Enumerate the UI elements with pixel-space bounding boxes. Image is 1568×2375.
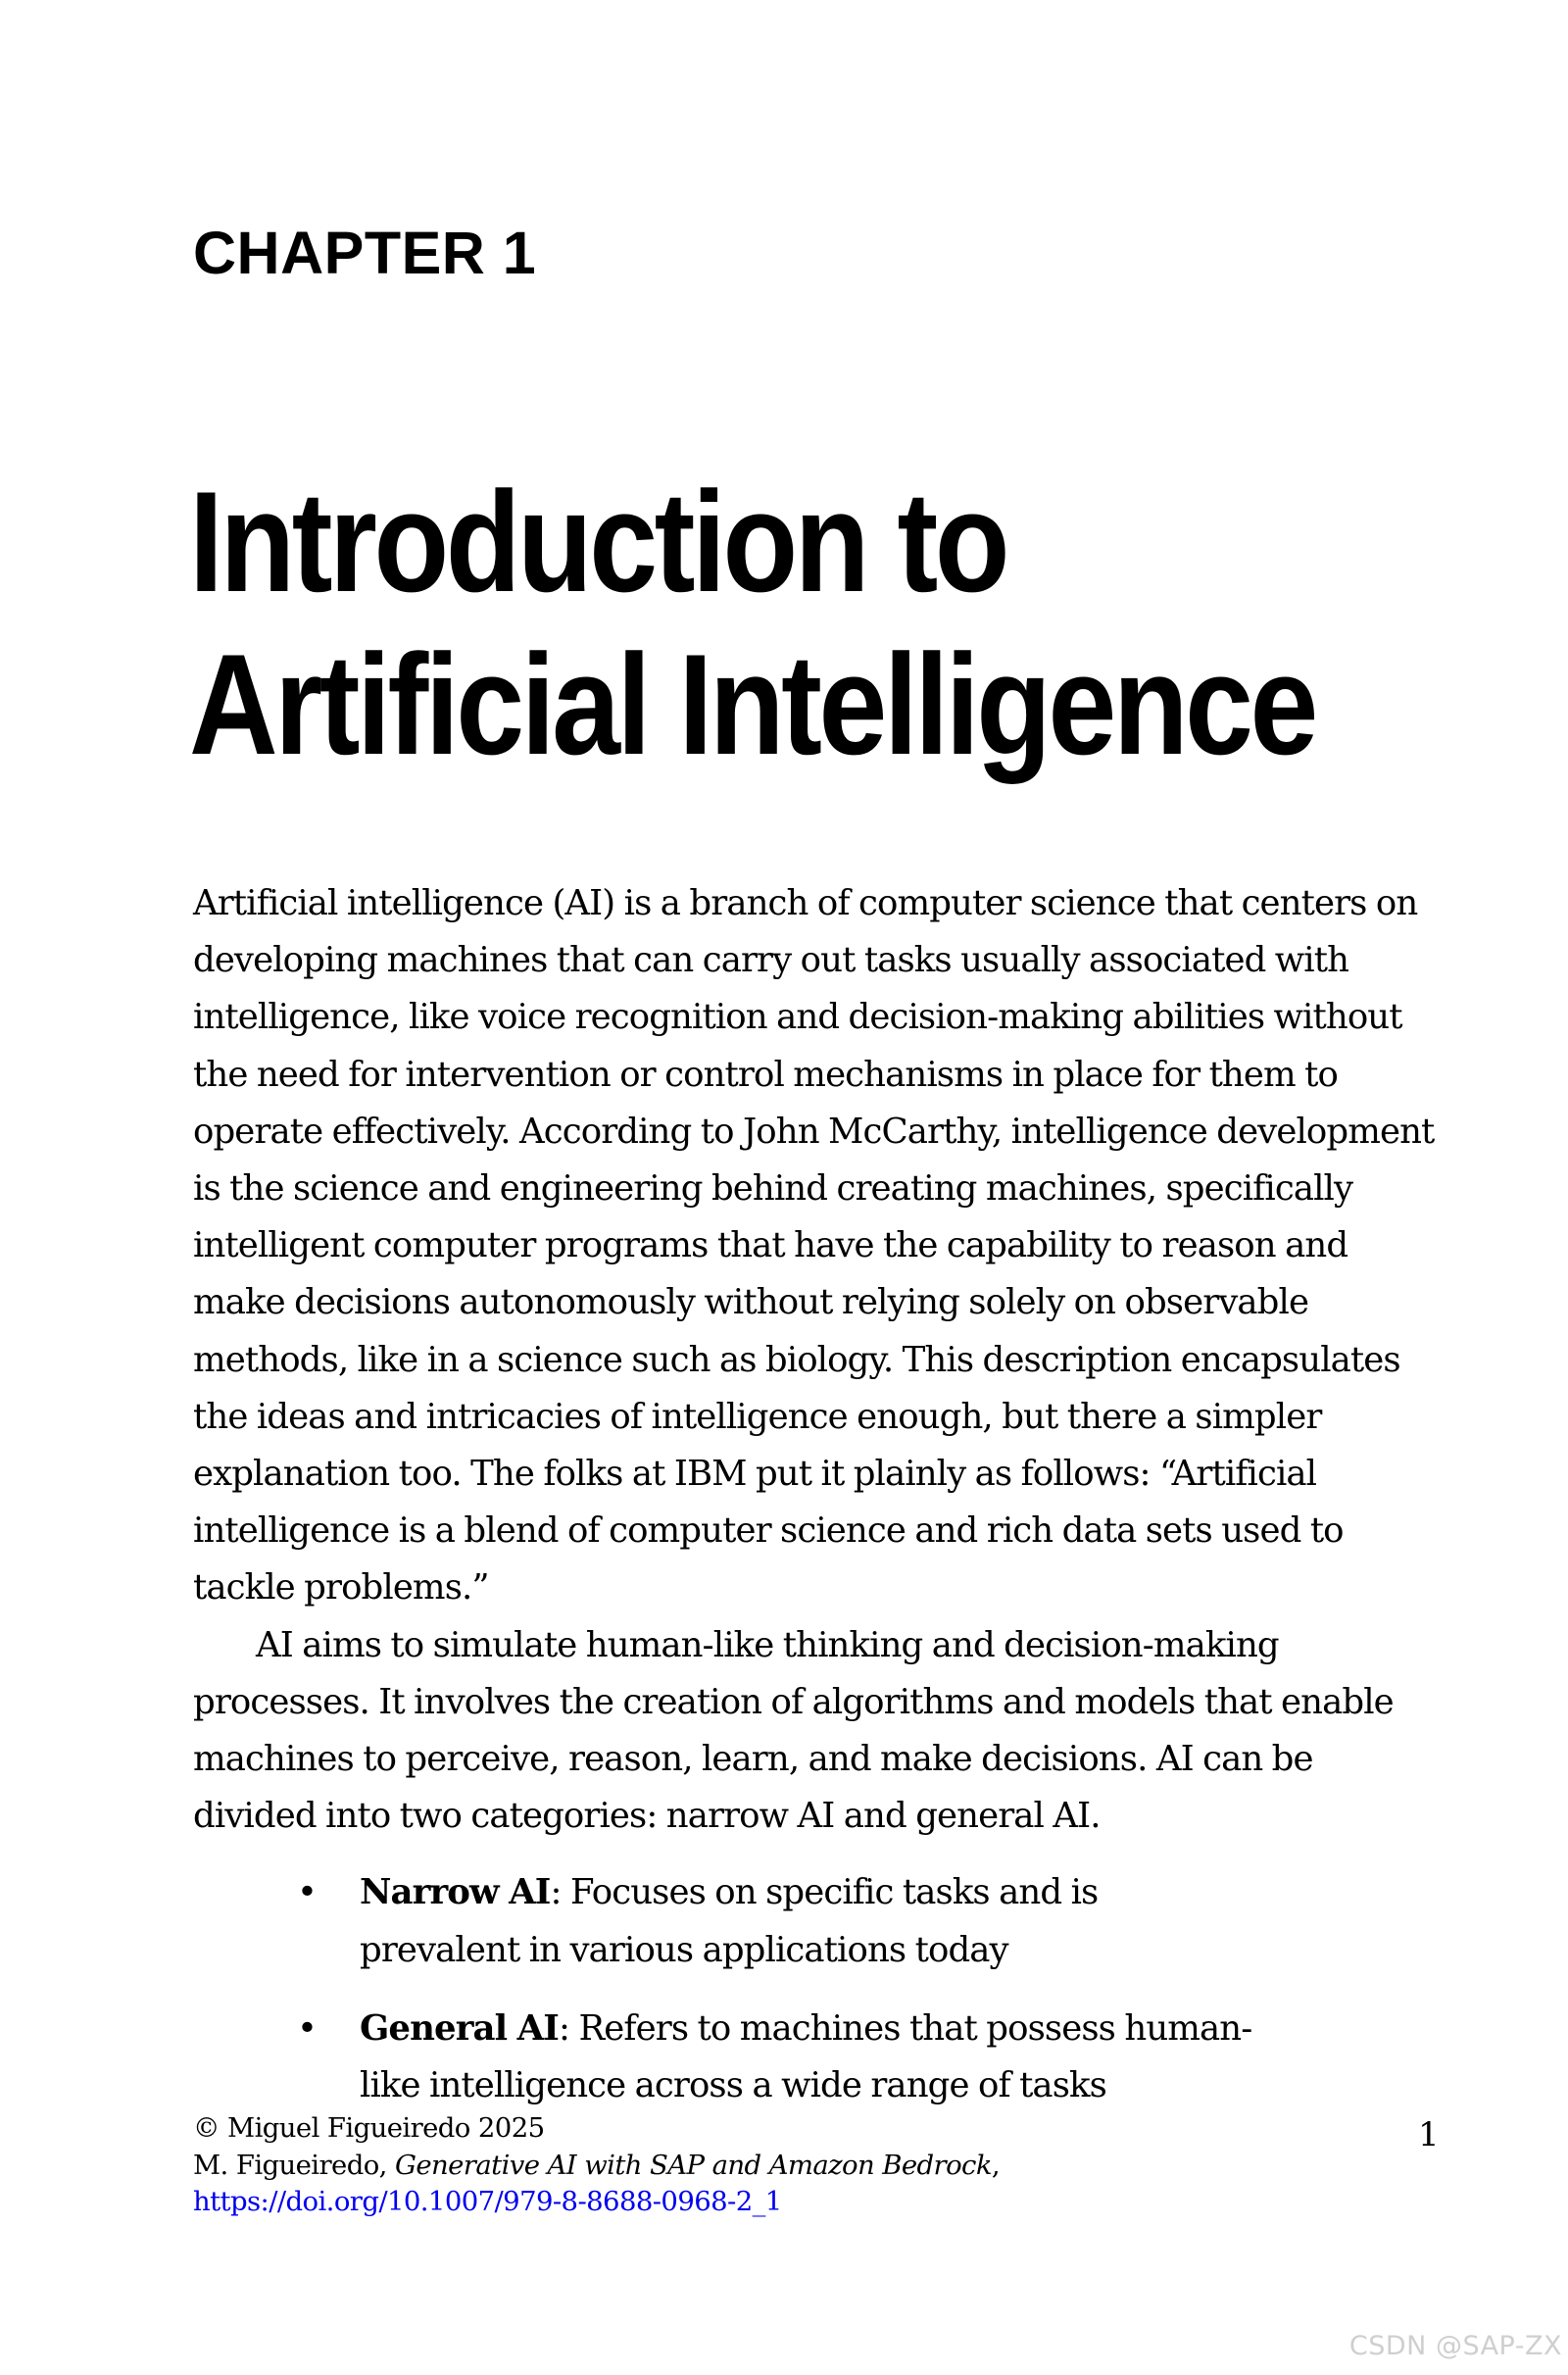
bullet-item-general-ai — [193, 2001, 1261, 2114]
citation-title: Generative AI with SAP and Amazon Bedrock — [394, 2149, 992, 2181]
watermark: CSDN @SAP-ZX — [1348, 2331, 1562, 2361]
bullet-text: : Focuses on specific tasks and is prevalent in various applications today — [360, 1872, 1099, 1970]
chapter-label: CHAPTER 1 — [193, 220, 537, 286]
citation — [193, 2148, 1271, 2185]
page-number: 1 — [1418, 2115, 1440, 2154]
footer — [193, 2110, 1271, 2221]
paragraph-2: AI aims to simulate human-like thinking and decision-making processes. It involves the creation of algorithms and models that enable machines to perceive, reason, learn, and make decisions. AI can be divided into two categories: narrow AI and general AI. — [193, 1624, 1394, 1837]
chapter-title-line-2: Artificial Intelligence — [189, 624, 1315, 784]
bullet-text: : Refers to machines that possess human-like intelligence across a wide range of tasks — [360, 2007, 1252, 2106]
bullet-icon: • — [297, 1872, 318, 1913]
bullet-term: General AI — [360, 2007, 560, 2049]
copyright: © Miguel Figueiredo 2025 — [193, 2112, 545, 2144]
bullet-item-narrow-ai — [193, 1864, 1261, 1978]
bullet-term: Narrow AI — [360, 1872, 551, 1913]
bullet-list — [193, 1864, 1443, 2114]
chapter-title — [189, 461, 1315, 786]
bullet-icon: • — [297, 2007, 318, 2049]
body-text — [193, 875, 1443, 2136]
citation-author: M. Figueiredo, — [193, 2149, 395, 2181]
citation-suffix: , — [991, 2149, 1001, 2181]
chapter-title-line-1: Introduction to — [189, 462, 1007, 621]
paragraph-1: Artificial intelligence (AI) is a branch of computer science that centers on developing machines that can carry out tasks usually associated with intelligence, like voice recognition and decision-making abilities without the need for intervention or control mechanisms in place for them to operate effectively. According to John McCarthy, intelligence development is the science and engineering behind creating machines, specifically intelligent computer programs that have the capability to reason and make decisions autonomously without relying solely on observable methods, like in a science such as biology. This description encapsulates the ideas and intricacies of intelligence enough, but there a simpler explanation too. The folks at IBM put it plainly as follows: “Artificial intelligence is a blend of computer science and rich data sets used to tackle problems.” — [193, 883, 1435, 1608]
doi-link[interactable]: https://doi.org/10.1007/979-8-8688-0968-2_1 — [193, 2186, 782, 2217]
